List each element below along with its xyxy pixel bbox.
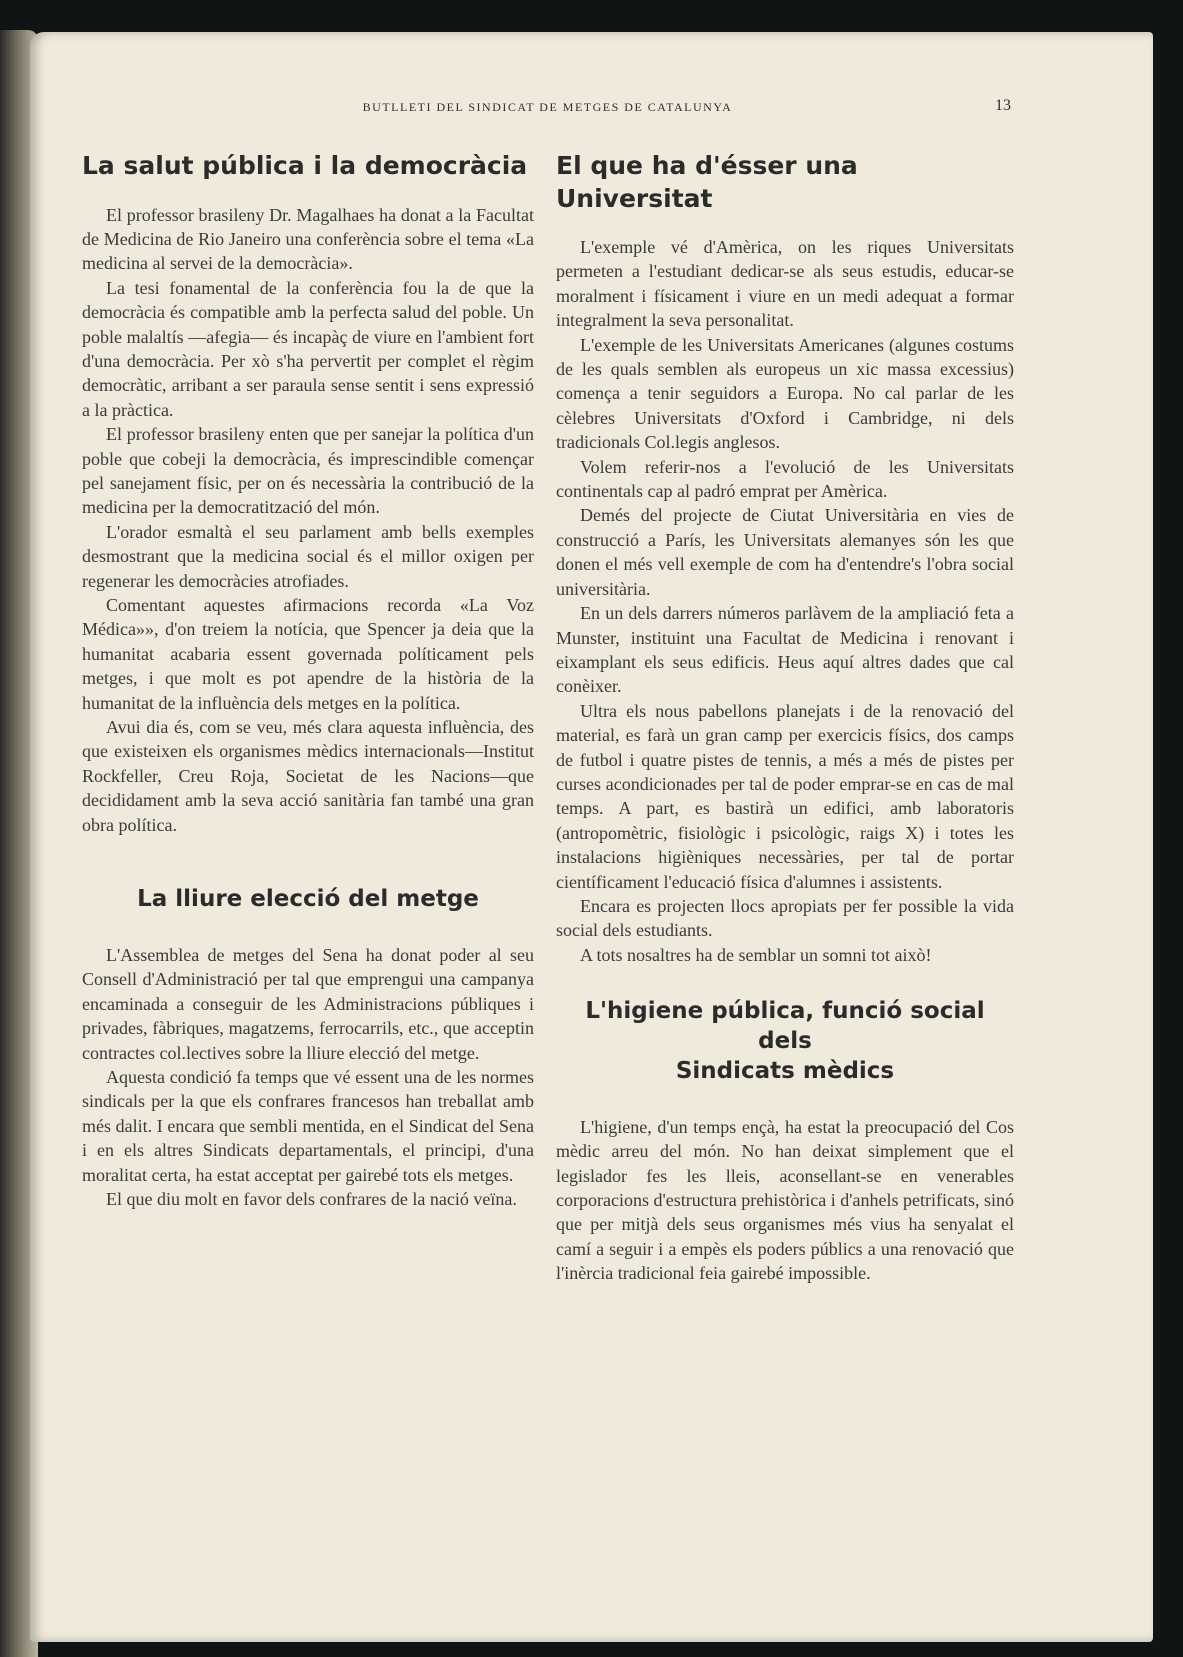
- paragraph: Comentant aquestes afirmacions recorda «La Voz Médica»», d'on treiem la notícia, que Spencer ja deia que la humanitat acabaria essent governada políticament pels metges, i que molt es pot apendre de la història de la humanitat de la influència dels metges en la política.: [82, 595, 534, 713]
- page-number: 13: [995, 97, 1011, 114]
- right-column: [556, 150, 1014, 1286]
- title-line: L'higiene pública, funció social dels: [585, 998, 985, 1055]
- paragraph: Volem referir-nos a l'evolució de les Universitats continentals cap al padró emprat per Amèrica.: [556, 456, 1014, 502]
- paragraph: Demés del projecte de Ciutat Universitària en vies de construcció a París, les Universitats alemanyes són les que donen el més vell exemple de com ha d'entendre's l'obra social universitària.: [556, 505, 1014, 599]
- paragraph: El professor brasileny enten que per sanejar la política d'un poble que cobeji la democràcia, és imprescindible començar pel sanejament físic, per on és necessària la contribució de la medicina per la democratització del món.: [82, 424, 534, 518]
- running-header: BUTLLETI DEL SINDICAT DE METGES DE CATALUNYA: [362, 100, 733, 114]
- paragraph: Aquesta condició fa temps que vé essent una de les normes sindicals per la que els confrares francesos han treballat amb més dalit. I encara que sembli mentida, en el Sindicat del Sena i en els altres Sindicats departamentals, el principi, d'una moralitat certa, ha estat acceptat per gairebé tots els metges.: [82, 1066, 534, 1185]
- left-column: [82, 150, 534, 1211]
- paragraph: Ultra els nous pabellons planejats i de la renovació del material, es farà un gran camp per exercicis físics, dos camps de futbol i quatre pistes de tennis, a més a més de pistes per curses acondicionades per tal de poder emprar-se en cas de mal temps. A part, es bastirà un edifici, amb laboratoris (antropomètric, fisiològic i psicològic, raigs X) i totes les instalacions higièniques necessàries, per tal de portar científicament l'educació física d'alumnes i assistents.: [556, 700, 1014, 892]
- paragraph: La tesi fonamental de la conferència fou la de que la democràcia és compatible amb la perfecta salud del poble. Un poble malaltís —afegia— és incapàç de viure en l'ambient fort d'una democràcia. Per xò s'ha pervertit per complet el règim democràtic, arribant a ser paraula sense sentit i sens expressió a la pràctica.: [82, 277, 534, 420]
- paragraph: El professor brasileny Dr. Magalhaes ha donat a la Facultat de Medicina de Rio Janeiro una conferència sobre el tema «La medicina al servei de la democràcia».: [82, 204, 534, 274]
- paragraph: Avui dia és, com se veu, més clara aquesta influència, des que existeixen els organismes mèdics internacionals—Institut Rockfeller, Creu Roja, Societat de les Nacions—que decididament amb la seva acció sanitària fan també una gran obra política.: [82, 717, 534, 835]
- paragraph: En un dels darrers números parlàvem de la ampliació feta a Munster, instituint una Facultat de Medicina i renovant i eixamplant els seus edificis. Heus aquí altres dades que cal conèixer.: [556, 603, 1014, 697]
- article-title-lliure-eleccio: La lliure elecció del metge: [137, 886, 479, 913]
- article-title-salut-publica: La salut pública i la democràcia: [82, 151, 528, 180]
- article-title-higiene-publica: [556, 997, 1014, 1087]
- article-title-universitat: El que ha d'ésser una Universitat: [556, 151, 858, 213]
- paragraph: L'exemple de les Universitats Americanes (algunes costums de les quals semblen als europeus un xic massa excessius) comença a tenir seguidors a Europa. No cal parlar de les cèlebres Universitats d'Oxford i Cambridge, ni dels tradicionals Col.legis anglesos.: [556, 334, 1014, 453]
- paragraph: L'higiene, d'un temps ençà, ha estat la preocupació del Cos mèdic arreu del món. No han deixat simplement que el legislador fes les lleis, aconsellant-se en venerables corporacions d'estructura prehistòrica i d'anhels petrificats, sinó que per mitjà dels seus organismes més vius ha senyalat el camí a seguir i a empès els poders públics a una renovació que l'inèrcia tradicional feia gairebé impossible.: [556, 1116, 1014, 1284]
- paragraph: A tots nosaltres ha de semblar un somni tot això!: [580, 944, 932, 965]
- paragraph: Encara es projecten llocs apropiats per fer possible la vida social dels estudiants.: [556, 895, 1014, 941]
- paragraph: L'exemple vé d'Amèrica, on les riques Universitats permeten a l'estudiant dedicar-se als seus estudis, educar-se moralment i físicament i viure en un medi adequat a formar integralment la seva personalitat.: [556, 237, 1014, 331]
- paragraph: El que diu molt en favor dels confrares de la nació veïna.: [106, 1189, 517, 1210]
- title-line: Sindicats mèdics: [675, 1057, 895, 1084]
- paragraph: L'orador esmaltà el seu parlament amb bells exemples desmostrant que la medicina social és el millor oxigen per regenerar les democràcies atrofiades.: [82, 521, 534, 591]
- paragraph: L'Assemblea de metges del Sena ha donat poder al seu Consell d'Administració per tal que emprengui una campanya encaminada a conseguir de les Administracions públiques i privades, fàbriques, magatzems, ferrocarrils, etc., que acceptin contractes col.lectives sobre la lliure elecció del metge.: [82, 944, 534, 1063]
